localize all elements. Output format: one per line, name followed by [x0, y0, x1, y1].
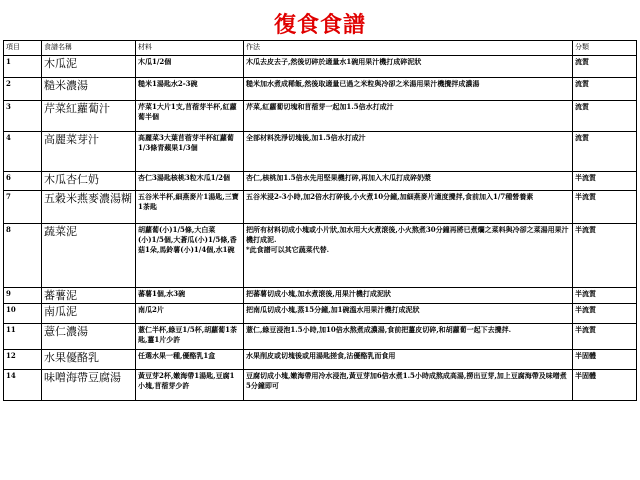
row-number: 9	[4, 288, 42, 304]
row-number: 11	[4, 324, 42, 350]
recipe-method: 杏仁,核桃加1.5倍水先用堅果機打碎,再加入木瓜打成碎奶漿	[244, 172, 573, 191]
table-row	[4, 56, 637, 78]
header-item: 項目	[4, 41, 42, 56]
table-row	[4, 370, 637, 401]
table-row	[4, 304, 637, 324]
table-row	[4, 350, 637, 370]
recipe-method: 全部材料洗淨切塊後,加1.5倍水打成汁	[244, 132, 573, 172]
recipe-name: 蔬菜泥	[42, 224, 136, 288]
row-number: 10	[4, 304, 42, 324]
recipe-materials: 糙米1湯匙水2-3碗	[136, 78, 244, 101]
recipe-method: 把所有材料切成小塊或小片狀,加水用大火煮滾後,小火熬煮30分鐘再將已煮爛之菜料與冷卻之菜湯用果汁機打成泥. *此食譜可以其它蔬菜代替.	[244, 224, 573, 288]
row-number: 3	[4, 101, 42, 132]
recipe-category: 流質	[573, 101, 637, 132]
recipe-materials: 高麗菜3大葉苜蓿芽半杯紅蘿蔔1/3條青蘋果1/3個	[136, 132, 244, 172]
recipe-method: 薏仁,綠豆浸泡1.5小時,加10倍水熬煮成濃湯,食前把薑皮切碎,和胡蘿蔔一起下去攪拌.	[244, 324, 573, 350]
recipe-materials: 芹菜1大片1支,苜蓿芽半杯,紅蘿蔔半個	[136, 101, 244, 132]
recipe-category: 半流質	[573, 172, 637, 191]
recipe-method: 芹菜,紅蘿蔔切塊和苜蓿芽一起加1.5倍水打成汁	[244, 101, 573, 132]
recipe-category: 半流質	[573, 224, 637, 288]
table-row	[4, 132, 637, 172]
recipe-materials: 胡蘿蔔(小)1/5條,大白菜(小)1/5個,大蒼瓜(小)1/5條,香菇1朵,馬鈴薯(小)1/4個,水1碗	[136, 224, 244, 288]
recipe-materials: 薏仁半杯,綠豆1/5杯,胡蘿蔔1茶匙,薑1片少許	[136, 324, 244, 350]
recipe-materials: 木瓜1/2個	[136, 56, 244, 78]
recipe-materials: 南瓜2片	[136, 304, 244, 324]
recipe-materials: 杏仁3湯匙核桃3粒木瓜1/2個	[136, 172, 244, 191]
header-category: 分類	[573, 41, 637, 56]
recipe-category: 半流質	[573, 304, 637, 324]
recipe-method: 糙米加水煮成稀飯,然後取適量已過之米粒與冷卻之米湯用果汁機攪拌成濃湯	[244, 78, 573, 101]
table-row	[4, 191, 637, 224]
recipe-name: 木瓜泥	[42, 56, 136, 78]
recipe-category: 流質	[573, 132, 637, 172]
recipe-name: 味噌海帶豆腐湯	[42, 370, 136, 401]
recipe-name: 木瓜杏仁奶	[42, 172, 136, 191]
table-row	[4, 324, 637, 350]
recipe-name: 五穀米燕麥濃湯糊	[42, 191, 136, 224]
recipe-name: 薏仁濃湯	[42, 324, 136, 350]
header-materials: 材料	[136, 41, 244, 56]
table-row	[4, 78, 637, 101]
recipe-method: 水果削皮或切塊後或用湯匙搓食,沾優酪乳而食用	[244, 350, 573, 370]
recipe-materials: 黃豆芽2杯,嫩海帶1湯匙,豆腐1小塊,苜蓿芽少許	[136, 370, 244, 401]
recipe-category: 半流質	[573, 191, 637, 224]
row-number: 1	[4, 56, 42, 78]
row-number: 6	[4, 172, 42, 191]
recipe-category: 半流質	[573, 288, 637, 304]
recipe-method: 木瓜去皮去子,然後切碎於適量水1碗用果汁機打成碎泥狀	[244, 56, 573, 78]
recipe-method: 把南瓜切成小塊,蒸15分鐘,加1碗溫水用果汁機打成泥狀	[244, 304, 573, 324]
table-row	[4, 224, 637, 288]
recipe-category: 半流質	[573, 324, 637, 350]
table-row	[4, 288, 637, 304]
header-name: 食譜名稱	[42, 41, 136, 56]
table-row	[4, 172, 637, 191]
table-row	[4, 101, 637, 132]
recipe-method: 把蕃薯切成小塊,加水煮滾後,用果汁機打成泥狀	[244, 288, 573, 304]
recipe-materials: 蕃薯1個,水3碗	[136, 288, 244, 304]
row-number: 12	[4, 350, 42, 370]
recipe-category: 流質	[573, 78, 637, 101]
recipe-name: 糙米濃湯	[42, 78, 136, 101]
row-number: 2	[4, 78, 42, 101]
recipe-materials: 五谷米半杯,細燕麥片1湯匙,三寶1茶匙	[136, 191, 244, 224]
recipe-name: 高麗菜芽汁	[42, 132, 136, 172]
recipe-category: 流質	[573, 56, 637, 78]
recipe-name: 水果優酪乳	[42, 350, 136, 370]
recipe-name: 蕃薯泥	[42, 288, 136, 304]
page-title: 復食食譜	[273, 13, 366, 38]
table-header-row	[4, 41, 637, 56]
row-number: 8	[4, 224, 42, 288]
recipe-method: 豆腐切成小塊,嫩海帶用冷水浸泡,黃豆芽加6倍水煮1.5小時成熬成高湯,撈出豆芽,加上豆腐海帶及味噌煮5分鐘即可	[244, 370, 573, 401]
header-method: 作法	[244, 41, 573, 56]
row-number: 7	[4, 191, 42, 224]
recipe-name: 芹菜紅蘿蔔汁	[42, 101, 136, 132]
recipe-name: 南瓜泥	[42, 304, 136, 324]
recipe-materials: 任選水果一種,優酪乳1盒	[136, 350, 244, 370]
recipe-category: 半固體	[573, 370, 637, 401]
recipe-table	[3, 40, 637, 401]
row-number: 14	[4, 370, 42, 401]
recipe-method: 五谷米浸2-3小時,加2倍水打碎後,小火煮10分鐘,加細燕麥片適度攪拌,食前加入1/7種營養素	[244, 191, 573, 224]
recipe-category: 半固體	[573, 350, 637, 370]
row-number: 4	[4, 132, 42, 172]
